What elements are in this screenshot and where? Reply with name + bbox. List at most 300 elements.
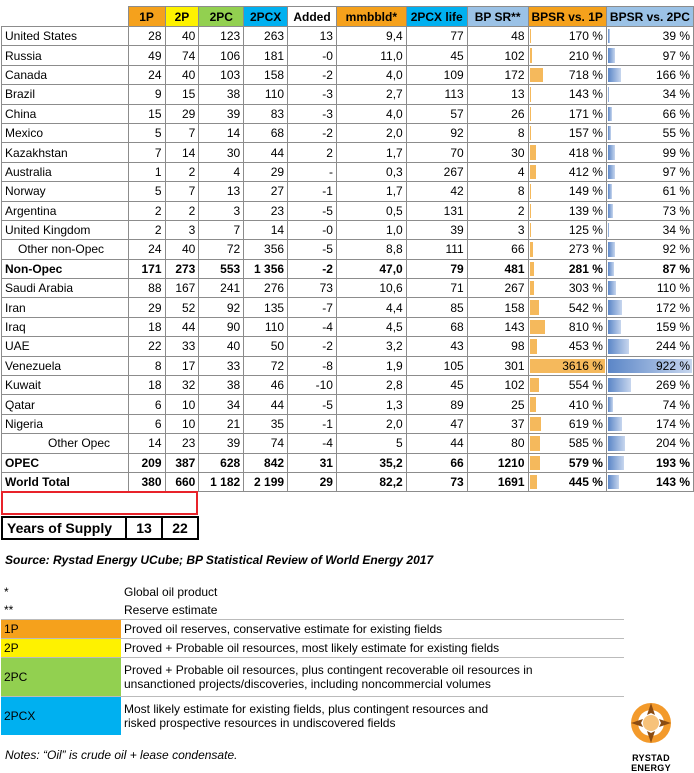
cell-2pc: 13 (199, 182, 244, 201)
row-name: Australia (2, 162, 129, 181)
cell-mmbbld: 8,8 (336, 240, 406, 259)
cell-added: -10 (288, 376, 337, 395)
cell-added: -0 (288, 220, 337, 239)
cell-bpsr-vs-1p-bar (530, 320, 545, 334)
cell-bpsr-vs-1p (528, 376, 606, 395)
cell-bpsr-vs-2pc (606, 434, 693, 453)
row-name: OPEC (2, 453, 129, 472)
table-body (2, 27, 694, 492)
cell-2pc: 90 (199, 317, 244, 336)
table-row (2, 162, 694, 181)
table-row (2, 376, 694, 395)
cell-1p: 24 (128, 240, 165, 259)
table-row (2, 123, 694, 142)
cell-bp-sr: 98 (467, 337, 528, 356)
cell-2p: 273 (165, 259, 199, 278)
cell-bp-sr: 26 (467, 104, 528, 123)
cell-bpsr-vs-2pc-value: 204 % (655, 436, 690, 451)
cell-bpsr-vs-2pc (606, 376, 693, 395)
cell-2pcx-life: 92 (406, 123, 467, 142)
row-name: Canada (2, 65, 129, 84)
cell-bpsr-vs-2pc (606, 143, 693, 162)
cell-2pcx: 263 (244, 27, 288, 46)
notes: Notes: “Oil” is crude oil + lease condensate. (5, 748, 238, 762)
table-row (2, 337, 694, 356)
table-row (2, 201, 694, 220)
cell-2pc: 4 (199, 162, 244, 181)
cell-2pcx: 27 (244, 182, 288, 201)
cell-2pcx: 110 (244, 85, 288, 104)
cell-1p: 5 (128, 182, 165, 201)
cell-added: -4 (288, 317, 337, 336)
cell-bpsr-vs-2pc (606, 162, 693, 181)
cell-bpsr-vs-2pc (606, 414, 693, 433)
row-name: Qatar (2, 395, 129, 414)
cell-2pcx: 68 (244, 123, 288, 142)
cell-bpsr-vs-2pc (606, 453, 693, 472)
cell-mmbbld: 1,7 (336, 182, 406, 201)
table-row (2, 182, 694, 201)
cell-1p: 22 (128, 337, 165, 356)
cell-mmbbld: 1,3 (336, 395, 406, 414)
cell-bpsr-vs-1p (528, 85, 606, 104)
cell-2pcx-life: 85 (406, 298, 467, 317)
cell-1p: 2 (128, 201, 165, 220)
cell-bpsr-vs-1p-value: 171 % (568, 106, 603, 121)
cell-bpsr-vs-1p-bar (530, 475, 538, 489)
legend-text-line: Most likely estimate for existing fields, plus contingent resources and (124, 702, 489, 716)
table-row (2, 434, 694, 453)
cell-bp-sr: 158 (467, 298, 528, 317)
cell-2p: 7 (165, 182, 199, 201)
cell-added: 13 (288, 27, 337, 46)
cell-bpsr-vs-2pc-value: 172 % (655, 300, 690, 315)
cell-bpsr-vs-1p-bar (530, 145, 537, 159)
cell-bpsr-vs-1p-value: 453 % (568, 339, 603, 354)
cell-bpsr-vs-2pc-bar (608, 107, 612, 121)
cell-mmbbld: 47,0 (336, 259, 406, 278)
row-name: Iran (2, 298, 129, 317)
cell-bpsr-vs-2pc (606, 123, 693, 142)
cell-1p: 28 (128, 27, 165, 46)
cell-bpsr-vs-2pc-value: 55 % (662, 126, 690, 141)
cell-bpsr-vs-1p (528, 453, 606, 472)
cell-2p: 74 (165, 46, 199, 65)
cell-bpsr-vs-1p-value: 445 % (568, 475, 603, 490)
cell-bpsr-vs-1p-value: 143 % (568, 87, 603, 102)
cell-bpsr-vs-2pc-bar (608, 320, 621, 334)
cell-bpsr-vs-1p (528, 143, 606, 162)
cell-bpsr-vs-1p-value: 585 % (568, 436, 603, 451)
cell-2pc: 106 (199, 46, 244, 65)
cell-bpsr-vs-1p (528, 259, 606, 278)
legend-text: Proved + Probable oil resources, most likely estimate for existing fields (124, 641, 500, 655)
cell-bp-sr: 3 (467, 220, 528, 239)
table-row (2, 220, 694, 239)
cell-bpsr-vs-2pc-bar (608, 262, 614, 276)
legend-row (1, 639, 624, 658)
cell-2pc: 3 (199, 201, 244, 220)
cell-bpsr-vs-2pc-value: 269 % (655, 378, 690, 393)
row-name: Kuwait (2, 376, 129, 395)
cell-bp-sr: 102 (467, 376, 528, 395)
cell-2pcx-life: 70 (406, 143, 467, 162)
cell-1p: 5 (128, 123, 165, 142)
row-name: Kazakhstan (2, 143, 129, 162)
cell-bp-sr: 8 (467, 123, 528, 142)
cell-1p: 49 (128, 46, 165, 65)
years-of-supply-label: Years of Supply (2, 517, 126, 539)
cell-bpsr-vs-1p-bar (530, 262, 534, 276)
cell-bpsr-vs-1p-value: 303 % (568, 281, 603, 296)
cell-2pc: 39 (199, 434, 244, 453)
legend-key-2p: 2P (1, 639, 121, 658)
cell-2p: 14 (165, 143, 199, 162)
table-row (2, 298, 694, 317)
cell-bpsr-vs-2pc-value: 99 % (662, 145, 690, 160)
row-name: Nigeria (2, 414, 129, 433)
header-2pcx: 2PCX (244, 7, 288, 27)
cell-added: 31 (288, 453, 337, 472)
cell-bpsr-vs-2pc-value: 166 % (655, 67, 690, 82)
table-header-row (2, 7, 694, 27)
cell-bpsr-vs-2pc-value: 97 % (662, 48, 690, 63)
legend-row (1, 620, 624, 639)
cell-bpsr-vs-2pc (606, 201, 693, 220)
cell-bpsr-vs-1p (528, 434, 606, 453)
cell-bpsr-vs-1p-value: 410 % (568, 397, 603, 412)
legend-key-2pcx: 2PCX (1, 697, 121, 736)
cell-2pcx-life: 109 (406, 65, 467, 84)
row-name: Non-Opec (2, 259, 129, 278)
cell-bpsr-vs-2pc-value: 143 % (655, 475, 690, 490)
legend-row (1, 697, 624, 736)
cell-bpsr-vs-2pc-value: 66 % (662, 106, 690, 121)
cell-bpsr-vs-1p-value: 273 % (568, 242, 603, 257)
cell-bpsr-vs-2pc-bar (608, 184, 612, 198)
cell-bpsr-vs-2pc-value: 87 % (662, 261, 690, 276)
logo-name: RYSTAD ENERGY (631, 753, 671, 773)
cell-2p: 33 (165, 337, 199, 356)
cell-added: -1 (288, 414, 337, 433)
cell-2pcx: 1 356 (244, 259, 288, 278)
row-name: Russia (2, 46, 129, 65)
cell-bpsr-vs-1p-value: 579 % (568, 455, 603, 470)
cell-bpsr-vs-1p (528, 182, 606, 201)
row-name: Other non-Opec (2, 240, 129, 259)
table-row (2, 453, 694, 472)
table-row (2, 395, 694, 414)
legend-row (1, 658, 624, 697)
legend-key-2pc: 2PC (1, 658, 121, 697)
cell-bpsr-vs-2pc-value: 97 % (662, 164, 690, 179)
cell-mmbbld: 4,0 (336, 65, 406, 84)
cell-2pcx: 135 (244, 298, 288, 317)
row-name: Saudi Arabia (2, 279, 129, 298)
cell-mmbbld: 2,7 (336, 85, 406, 104)
cell-bp-sr: 172 (467, 65, 528, 84)
cell-bp-sr: 48 (467, 27, 528, 46)
cell-2p: 40 (165, 27, 199, 46)
cell-bpsr-vs-1p-value: 281 % (568, 261, 603, 276)
cell-bpsr-vs-1p-bar (530, 204, 531, 218)
cell-2pcx: 83 (244, 104, 288, 123)
cell-2pcx: 158 (244, 65, 288, 84)
cell-2pcx: 46 (244, 376, 288, 395)
table-row (2, 240, 694, 259)
cell-bpsr-vs-1p-bar (530, 29, 532, 43)
cell-bpsr-vs-1p (528, 472, 606, 491)
cell-2p: 2 (165, 201, 199, 220)
cell-2p: 660 (165, 472, 199, 491)
row-name: UAE (2, 337, 129, 356)
cell-2pc: 1 182 (199, 472, 244, 491)
legend-text-line: Proved + Probable oil resources, plus contingent recoverable oil resources in (124, 663, 533, 677)
cell-bp-sr: 66 (467, 240, 528, 259)
legend-row (1, 583, 624, 601)
cell-bpsr-vs-2pc-value: 74 % (662, 397, 690, 412)
cell-bpsr-vs-1p (528, 414, 606, 433)
cell-2pcx-life: 105 (406, 356, 467, 375)
cell-2pcx-life: 47 (406, 414, 467, 433)
cell-bp-sr: 143 (467, 317, 528, 336)
row-name: United States (2, 27, 129, 46)
cell-bpsr-vs-2pc (606, 220, 693, 239)
reserves-table (1, 6, 694, 492)
cell-2pc: 72 (199, 240, 244, 259)
cell-2pcx: 276 (244, 279, 288, 298)
cell-bpsr-vs-2pc-bar (608, 145, 615, 159)
cell-2pcx-life: 66 (406, 453, 467, 472)
cell-2pcx-life: 39 (406, 220, 467, 239)
cell-2pcx-life: 89 (406, 395, 467, 414)
legend-key-1p: 1P (1, 620, 121, 639)
cell-bpsr-vs-1p-value: 619 % (568, 417, 603, 431)
table-row (2, 317, 694, 336)
cell-mmbbld: 4,0 (336, 104, 406, 123)
cell-mmbbld: 2,0 (336, 414, 406, 433)
cell-mmbbld: 4,4 (336, 298, 406, 317)
legend-text: Global oil product (124, 585, 218, 599)
cell-mmbbld: 0,3 (336, 162, 406, 181)
cell-2pc: 7 (199, 220, 244, 239)
header-bpsr-vs-1p: BPSR vs. 1P (528, 7, 606, 27)
cell-bp-sr: 2 (467, 201, 528, 220)
cell-bpsr-vs-1p (528, 220, 606, 239)
legend-text: Reserve estimate (124, 603, 218, 617)
cell-bpsr-vs-1p (528, 65, 606, 84)
cell-bpsr-vs-2pc (606, 279, 693, 298)
cell-bpsr-vs-1p (528, 356, 606, 375)
cell-added: -4 (288, 434, 337, 453)
cell-bpsr-vs-2pc-value: 174 % (655, 417, 690, 431)
cell-bpsr-vs-2pc (606, 104, 693, 123)
rystad-logo-icon (628, 700, 674, 746)
legend-text-line: risked prospective resources in undiscovered fields (124, 716, 396, 730)
cell-bpsr-vs-1p-bar (530, 281, 534, 295)
cell-bpsr-vs-2pc-bar (608, 223, 609, 237)
cell-bpsr-vs-1p-value: 139 % (568, 203, 603, 218)
cell-bpsr-vs-1p (528, 395, 606, 414)
cell-2p: 32 (165, 376, 199, 395)
cell-1p: 1 (128, 162, 165, 181)
cell-mmbbld: 11,0 (336, 46, 406, 65)
legend-text: Proved oil reserves, conservative estimate for existing fields (124, 622, 443, 636)
cell-2pcx: 72 (244, 356, 288, 375)
row-name: Mexico (2, 123, 129, 142)
cell-1p: 88 (128, 279, 165, 298)
cell-1p: 14 (128, 434, 165, 453)
cell-bpsr-vs-2pc-value: 34 % (662, 223, 690, 238)
cell-2pc: 33 (199, 356, 244, 375)
cell-bpsr-vs-1p-value: 412 % (568, 164, 603, 179)
cell-2pc: 123 (199, 27, 244, 46)
cell-mmbbld: 2,0 (336, 123, 406, 142)
cell-bpsr-vs-1p (528, 123, 606, 142)
header-2p: 2P (165, 7, 199, 27)
cell-bpsr-vs-1p-value: 3616 % (562, 358, 603, 373)
cell-bpsr-vs-2pc (606, 182, 693, 201)
cell-bp-sr: 1691 (467, 472, 528, 491)
cell-1p: 380 (128, 472, 165, 491)
cell-bpsr-vs-2pc-bar (608, 126, 611, 140)
cell-added: -0 (288, 46, 337, 65)
cell-added: -5 (288, 395, 337, 414)
cell-bp-sr: 301 (467, 356, 528, 375)
cell-bpsr-vs-2pc-bar (608, 378, 631, 392)
cell-bpsr-vs-2pc-value: 244 % (655, 339, 690, 354)
cell-bpsr-vs-1p-value: 149 % (568, 184, 603, 199)
cell-mmbbld: 0,5 (336, 201, 406, 220)
cell-bpsr-vs-2pc (606, 317, 693, 336)
cell-mmbbld: 1,0 (336, 220, 406, 239)
cell-bpsr-vs-1p (528, 317, 606, 336)
cell-bpsr-vs-2pc-bar (608, 397, 613, 411)
cell-bp-sr: 25 (467, 395, 528, 414)
cell-bpsr-vs-1p-bar (530, 107, 532, 121)
cell-2p: 2 (165, 162, 199, 181)
cell-2pcx-life: 57 (406, 104, 467, 123)
rystad-logo (613, 700, 689, 773)
cell-1p: 18 (128, 376, 165, 395)
cell-1p: 8 (128, 356, 165, 375)
cell-2pc: 34 (199, 395, 244, 414)
cell-2pcx-life: 42 (406, 182, 467, 201)
cell-2pc: 30 (199, 143, 244, 162)
cell-bpsr-vs-2pc-bar (608, 475, 619, 489)
cell-bpsr-vs-1p-bar (530, 165, 537, 179)
row-name: United Kingdom (2, 220, 129, 239)
cell-bpsr-vs-2pc (606, 46, 693, 65)
cell-1p: 18 (128, 317, 165, 336)
cell-bpsr-vs-1p-bar (530, 417, 541, 431)
cell-added: -7 (288, 298, 337, 317)
cell-bp-sr: 30 (467, 143, 528, 162)
cell-bpsr-vs-2pc-bar (608, 242, 615, 256)
cell-2pcx-life: 111 (406, 240, 467, 259)
cell-2pcx-life: 79 (406, 259, 467, 278)
cell-2pcx-life: 77 (406, 27, 467, 46)
cell-1p: 29 (128, 298, 165, 317)
cell-bpsr-vs-2pc (606, 85, 693, 104)
cell-bpsr-vs-1p-bar (530, 184, 531, 198)
cell-bpsr-vs-1p-value: 718 % (568, 67, 603, 82)
cell-2pcx-life: 44 (406, 434, 467, 453)
cell-bpsr-vs-2pc-bar (608, 87, 609, 101)
legend-text (121, 658, 624, 697)
cell-bpsr-vs-1p (528, 298, 606, 317)
cell-2pcx: 2 199 (244, 472, 288, 491)
world-total-highlight (1, 491, 198, 515)
cell-bp-sr: 481 (467, 259, 528, 278)
cell-2p: 387 (165, 453, 199, 472)
cell-2pc: 241 (199, 279, 244, 298)
cell-1p: 7 (128, 143, 165, 162)
cell-added: -1 (288, 182, 337, 201)
cell-bp-sr: 267 (467, 279, 528, 298)
cell-added: -5 (288, 240, 337, 259)
cell-2pc: 40 (199, 337, 244, 356)
cell-mmbbld: 1,9 (336, 356, 406, 375)
cell-bpsr-vs-2pc-value: 92 % (662, 242, 690, 257)
cell-added: - (288, 162, 337, 181)
cell-bpsr-vs-2pc-bar (608, 456, 624, 470)
cell-added: -3 (288, 85, 337, 104)
cell-bpsr-vs-1p-value: 125 % (568, 223, 603, 238)
cell-2pcx: 110 (244, 317, 288, 336)
cell-bpsr-vs-1p (528, 201, 606, 220)
cell-bp-sr: 102 (467, 46, 528, 65)
cell-bpsr-vs-2pc-bar (608, 165, 615, 179)
cell-1p: 2 (128, 220, 165, 239)
cell-2pcx: 44 (244, 143, 288, 162)
cell-2p: 29 (165, 104, 199, 123)
cell-bpsr-vs-1p-bar (530, 87, 531, 101)
cell-2pcx: 35 (244, 414, 288, 433)
cell-2pcx: 29 (244, 162, 288, 181)
table-row (2, 472, 694, 491)
cell-2p: 40 (165, 240, 199, 259)
cell-2pcx-life: 73 (406, 472, 467, 491)
legend-row (1, 601, 624, 620)
cell-bpsr-vs-1p-bar (530, 126, 531, 140)
cell-2pcx: 50 (244, 337, 288, 356)
cell-2pc: 21 (199, 414, 244, 433)
table-row (2, 65, 694, 84)
table-row (2, 46, 694, 65)
cell-bpsr-vs-1p-bar (530, 339, 538, 353)
header-2pcx-life: 2PCX life (406, 7, 467, 27)
cell-added: -8 (288, 356, 337, 375)
cell-mmbbld: 1,7 (336, 143, 406, 162)
table-row (2, 104, 694, 123)
cell-bpsr-vs-2pc (606, 395, 693, 414)
cell-2pcx: 44 (244, 395, 288, 414)
years-of-supply-2p: 22 (162, 517, 198, 539)
cell-2p: 44 (165, 317, 199, 336)
cell-bpsr-vs-2pc-value: 61 % (662, 184, 690, 199)
cell-bpsr-vs-1p (528, 104, 606, 123)
cell-2pc: 103 (199, 65, 244, 84)
cell-bpsr-vs-2pc-value: 193 % (655, 455, 690, 470)
cell-added: 73 (288, 279, 337, 298)
cell-bpsr-vs-2pc (606, 298, 693, 317)
cell-1p: 6 (128, 395, 165, 414)
cell-bpsr-vs-2pc-bar (608, 436, 625, 450)
cell-bpsr-vs-1p-bar (530, 378, 540, 392)
cell-bpsr-vs-2pc (606, 27, 693, 46)
cell-mmbbld: 35,2 (336, 453, 406, 472)
